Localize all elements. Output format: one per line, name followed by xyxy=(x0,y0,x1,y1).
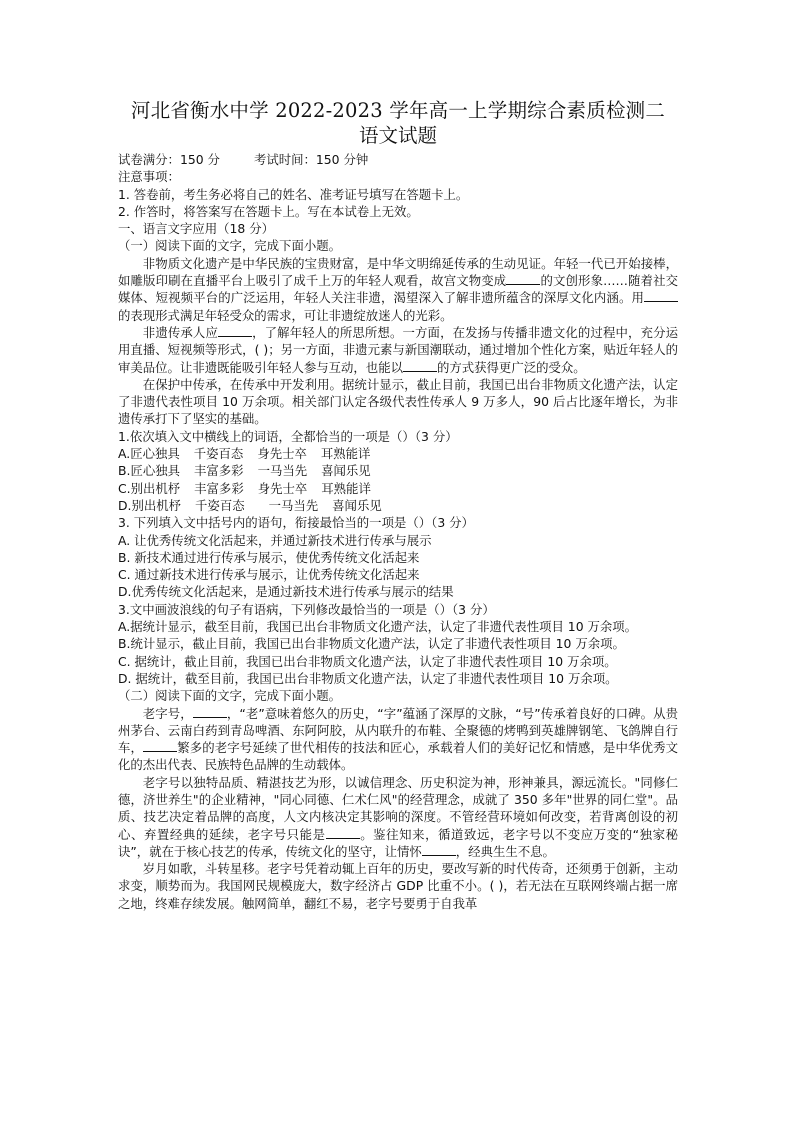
section-heading: 一、语言文字应用（18 分） xyxy=(118,221,275,237)
passage-paragraph: 老字号以独特品质、精湛技艺为形，以诚信理念、历史积淀为神，形神兼具，源远流长。"同修仁德，济世养生"的企业精神，"同心同德、仁术仁风"的经营理念，成就了 350 多年"世界的同仁堂"。品质、技艺决定着品牌的高度，人文内核决定其影响的深度。不管经营环境如何改变，若背离创设的初心、弃置经典的延续，老字号只能是 。鉴往知来，循道致远，老字号以不变应万变的“独家秘诀”，就在于核心技艺的传承，传统文化的坚守，让情怀 ，经典生生不息。 xyxy=(118,774,679,859)
fill-blank xyxy=(326,826,360,839)
question-option: A.匠心独具 千姿百态 身先士卒 耳熟能详 xyxy=(118,446,371,462)
question-stem: 3. 下列填入文中括号内的语句，衔接最恰当的一项是（）（3 分） xyxy=(118,515,474,531)
notice-heading: 注意事项： xyxy=(118,169,180,185)
fill-blank xyxy=(506,272,540,285)
full-score: 试卷满分：150 分 xyxy=(118,152,220,167)
question-option: D.优秀传统文化活起来，是通过新技术进行传承与展示的结果 xyxy=(118,584,454,600)
exam-subtitle: 语文试题 xyxy=(358,124,437,147)
question-option: A. 让优秀传统文化活起来，并通过新技术进行传承与展示 xyxy=(118,532,432,548)
reading-heading: （二）阅读下面的文字，完成下面小题。 xyxy=(118,688,342,704)
question-option: B. 新技术通过进行传承与展示，使优秀传统文化活起来 xyxy=(118,549,420,565)
fill-blank xyxy=(403,359,437,372)
exam-time: 考试时间：150 分钟 xyxy=(253,152,369,167)
exam-title: 河北省衡水中学 2022-2023 学年高一上学期综合素质检测二 xyxy=(130,99,666,122)
question-option: B.匠心独具 丰富多彩 一马当先 喜闻乐见 xyxy=(118,463,371,479)
fill-blank xyxy=(218,324,252,337)
passage-paragraph: 非遗传承人应 ，了解年轻人的所思所想。一方面，在发扬与传播非遗文化的过程中，充分运用直播、短视频等形式，( )；另一方面，非遗元素与新国潮联动，通过增加个性化方案，贴近年轻人的审美品位。让非遗既能吸引年轻人参与互动，也能以 的方式获得更广泛的受众。 xyxy=(118,324,679,375)
passage-paragraph: 老字号， ，“老”意味着悠久的历史，“字”蕴涵了深厚的文脉，“号”传承着良好的口碑。从贵州茅台、云南白药到青岛啤酒、东阿阿胶，从内联升的布鞋、全聚德的烤鸭到英雄牌钢笔、飞鸽牌自行车， 繁多的老字号延续了世代相传的技法和匠心，承载着人们的美好记忆和情感，是中华优秀文化的杰出代表、民族特色品牌的生动载体。 xyxy=(118,705,679,773)
question-stem: 1.依次填入文中横线上的词语，全都恰当的一项是（）（3 分） xyxy=(118,428,458,444)
notice-item: 1. 答卷前，考生务必将自己的姓名、准考证号填写在答题卡上。 xyxy=(118,186,469,202)
question-option: C. 据统计，截止目前，我国已出台非物质文化遗产法，认定了非遗代表性项目 10 万余项。 xyxy=(118,653,617,669)
fill-blank xyxy=(143,739,177,752)
reading-heading: （一）阅读下面的文字，完成下面小题。 xyxy=(118,238,342,254)
question-option: C.别出机杼 丰富多彩 身先士卒 耳熟能详 xyxy=(118,480,371,496)
question-option: B.统计显示，截止目前，我国已出台非物质文化遗产法，认定了非遗代表性项目 10 万余项。 xyxy=(118,636,625,652)
question-option: C. 通过新技术进行传承与展示，让优秀传统文化活起来 xyxy=(118,567,420,583)
question-option: D. 据统计，截至目前，我国已出台非物质文化遗产法，认定了非遗代表性项目 10 万余项。 xyxy=(118,670,618,686)
exam-page xyxy=(118,98,678,912)
question-option: A.据统计显示，截至目前，我国已出台非物质文化遗产法，认定了非遗代表性项目 10 万余项。 xyxy=(118,619,638,635)
fill-blank xyxy=(422,843,456,856)
notice-item: 2. 作答时，将答案写在答题卡上。写在本试卷上无效。 xyxy=(118,203,419,219)
exam-meta xyxy=(118,151,678,168)
passage-paragraph: 非物质文化遗产是中华民族的宝贵财富，是中华文明绵延传承的生动见证。年轻一代已开始接棒，如雕版印刷在直播平台上吸引了成千上万的年轻人观看，故宫文物变成 的文创形象……随着社交媒体、短视频平台的广泛运用，年轻人关注非遗，渴望深入了解非遗所蕴含的深厚文化内涵。用的表现形式满足年轻受众的需求，可让非遗绽放迷人的光彩。 xyxy=(118,255,679,323)
question-stem: 3.文中画波浪线的句子有语病，下列修改最恰当的一项是（）（3 分） xyxy=(118,601,495,617)
passage-paragraph: 岁月如歌，斗转星移。老字号凭着动辄上百年的历史，要改写新的时代传奇，还须勇于创新，主动求变，顺势而为。我国网民规模庞大，数字经济占 GDP 比重不小。( )，若无法在互联网终端占据一席之地，终难存续发展。触网简单，翻红不易，老字号要勇于自我革 xyxy=(118,861,678,911)
question-option: D.别出机杼 千姿百态 一马当先 喜闻乐见 xyxy=(118,497,382,513)
fill-blank xyxy=(193,705,227,718)
fill-blank xyxy=(644,289,678,302)
passage-paragraph: 在保护中传承，在传承中开发利用。据统计显示，截止目前，我国已出台非物质文化遗产法，认定了非遗代表性项目 10 万余项。相关部门认定各级代表性传承人 9 万多人，90 后占比逐年增长，为非遗传承打下了坚实的基础。 xyxy=(118,376,678,427)
